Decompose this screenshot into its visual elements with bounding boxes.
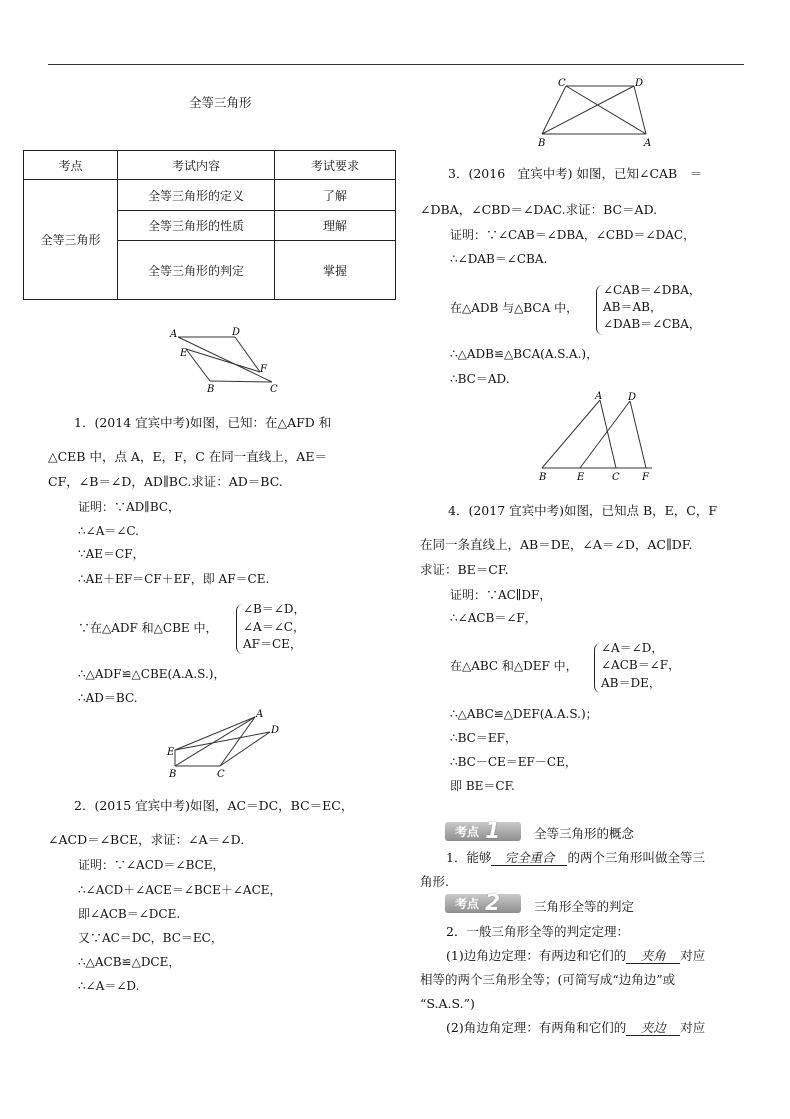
requirements-table <box>23 150 396 300</box>
brace-line: ∠A＝∠D， <box>601 641 664 655</box>
table-cell: 全等三角形的定义 <box>118 180 275 211</box>
proof-4-line: 在△ABC 和△DEF 中， <box>450 659 578 673</box>
proof-2-line: 即∠ACB＝∠DCE. <box>78 907 181 921</box>
table-header-cell: 考试内容 <box>118 151 275 180</box>
fill-blank: 夹边 <box>626 1022 680 1036</box>
problem-3-line: ∠DBA，∠CBD＝∠DAC.求证：BC＝AD. <box>420 202 658 217</box>
key-point-line <box>446 852 705 866</box>
proof-1-line: ∵在△ADF 和△CBE 中， <box>78 621 218 635</box>
label-e: E <box>577 472 585 483</box>
text: 的两个三角形叫做全等三 <box>567 850 705 865</box>
label-b: B <box>169 769 177 780</box>
brace <box>236 604 243 654</box>
table-cell: 了解 <box>275 180 396 211</box>
key-point-line: 相等的两个三角形全等；(可简写成“边角边”或 <box>420 972 676 987</box>
brace-line: ∠B＝∠D， <box>243 602 306 616</box>
proof-1-line: ∴△ADF≌△CBE(A.A.S.)， <box>78 667 226 681</box>
figure-4 <box>532 388 660 484</box>
problem-4-line: 求证：BE＝CF. <box>420 562 509 577</box>
problem-4-line: 4．(2017 宜宾中考)如图，已知点 B，E，C，F <box>448 503 718 518</box>
label-f: F <box>260 364 267 375</box>
header-rule <box>48 64 744 65</box>
key-point-title: 全等三角形的概念 <box>534 826 635 841</box>
label-a: A <box>595 391 603 402</box>
proof-1-line: ∵AE＝CF， <box>78 547 145 561</box>
key-point-title: 三角形全等的判定 <box>534 899 635 914</box>
brace-line: ∠ACB＝∠F， <box>601 658 681 672</box>
proof-4-line: ∴BC－CE＝EF－CE， <box>450 755 577 769</box>
table-cell: 全等三角形的判定 <box>118 241 275 300</box>
brace-line: ∠DAB＝∠CBA， <box>603 317 701 331</box>
label-b: B <box>538 138 546 149</box>
table-header-row <box>24 151 396 180</box>
proof-2-line: 证明：∵∠ACD＝∠BCE， <box>78 858 225 872</box>
text: 对应 <box>680 948 706 963</box>
table-category-cell: 全等三角形 <box>24 180 118 300</box>
proof-4-line: ∴BC＝EF， <box>450 731 517 745</box>
proof-2-line: ∴△ACB≌△DCE， <box>78 955 181 969</box>
key-point-badge <box>445 891 521 916</box>
badge-number: 2 <box>485 891 501 916</box>
label-f: F <box>642 472 649 483</box>
table-header-cell: 考点 <box>24 151 118 180</box>
proof-2-line: ∴∠A＝∠D. <box>78 979 140 993</box>
problem-3-line: 3．(2016 宜宾中考) 如图，已知∠CAB ＝ <box>448 166 703 181</box>
brace-line: AF＝CE， <box>243 637 302 651</box>
proof-4-line: ∴△ABC≌△DEF(A.A.S.)； <box>450 707 598 721</box>
label-d: D <box>232 327 241 338</box>
proof-3-line: ∴∠DAB＝∠CBA. <box>450 252 548 266</box>
label-d: D <box>271 725 280 736</box>
problem-1-line: △CEB 中，点 A，E，F，C 在同一直线上，AE＝ <box>48 449 327 464</box>
label-a: A <box>644 138 652 149</box>
key-point-line: 2．一般三角形全等的判定定理： <box>446 924 629 939</box>
proof-3-line: ∴BC＝AD. <box>450 372 510 386</box>
label-a: A <box>170 329 178 340</box>
proof-2-line: 又∵AC＝DC，BC＝EC， <box>78 931 223 945</box>
badge-label: 考点 <box>455 825 480 839</box>
table-row <box>24 180 396 211</box>
proof-1-line: 证明：∵AD∥BC， <box>78 500 181 514</box>
label-b: B <box>207 384 215 394</box>
proof-1-line: ∴AD＝BC. <box>78 691 138 705</box>
badge-label: 考点 <box>455 897 480 911</box>
text: (1)边角边定理：有两边和它们的 <box>446 948 627 963</box>
fill-blank: 夹角 <box>626 950 680 964</box>
proof-1-line: ∴∠A＝∠C. <box>78 524 139 538</box>
proof-4-line: ∴∠ACB＝∠F， <box>450 611 537 625</box>
problem-2-line: ∠ACD＝∠BCE，求证：∠A＝∠D. <box>48 832 245 847</box>
label-c: C <box>612 472 620 483</box>
label-d: D <box>628 392 637 403</box>
proof-1-line: ∴AE＋EF＝CF＋EF，即 AF＝CE. <box>78 572 270 586</box>
label-b: B <box>539 472 547 483</box>
label-d: D <box>635 78 644 89</box>
key-point-badge <box>445 819 521 844</box>
badge-number: 1 <box>485 819 501 844</box>
brace-line: ∠CAB＝∠DBA， <box>603 283 701 297</box>
problem-1-line: 1．(2014 宜宾中考)如图，已知：在△AFD 和 <box>74 415 332 430</box>
figure-1 <box>160 322 290 394</box>
brace-line: AB＝AB， <box>603 300 662 314</box>
label-c: C <box>217 769 225 780</box>
fill-blank: 完全重合 <box>491 852 567 866</box>
key-point-line: “S.A.S.”) <box>420 996 475 1011</box>
brace-line: AB＝DE， <box>601 676 661 690</box>
proof-3-line: ∴△ADB≌△BCA(A.S.A.)， <box>450 347 599 361</box>
key-point-line <box>446 950 705 964</box>
problem-2-line: 2．(2015 宜宾中考)如图，AC＝DC，BC＝EC， <box>74 798 354 813</box>
brace <box>596 285 603 335</box>
problem-4-line: 在同一条直线上，AB＝DE，∠A＝∠D，AC∥DF. <box>420 537 693 552</box>
label-c: C <box>558 78 566 89</box>
table-header-cell: 考试要求 <box>275 151 396 180</box>
label-c: C <box>270 384 278 394</box>
label-e: E <box>167 747 175 758</box>
table-cell: 全等三角形的性质 <box>118 211 275 241</box>
figure-3 <box>534 76 660 150</box>
figure-2 <box>160 705 290 783</box>
key-point-line <box>446 1022 705 1036</box>
proof-3-line: 证明：∵∠CAB＝∠DBA，∠CBD＝∠DAC， <box>450 228 696 242</box>
text: (2)角边角定理：有两角和它们的 <box>446 1020 627 1035</box>
brace-line: ∠A＝∠C， <box>243 620 305 634</box>
proof-3-line: 在△ADB 与△BCA 中， <box>450 301 579 315</box>
proof-4-line: 即 BE＝CF. <box>450 779 515 793</box>
label-a: A <box>256 709 264 720</box>
proof-2-line: ∴∠ACD＋∠ACE＝∠BCE＋∠ACE， <box>78 883 282 897</box>
proof-4-line: 证明：∵AC∥DF， <box>450 588 552 602</box>
text: 1．能够 <box>446 850 492 865</box>
table-cell: 理解 <box>275 211 396 241</box>
brace <box>594 643 601 693</box>
key-point-line: 角形. <box>420 874 449 889</box>
text: 对应 <box>680 1020 706 1035</box>
page-title: 全等三角形 <box>189 95 252 110</box>
problem-1-line: CF，∠B＝∠D，AD∥BC.求证：AD＝BC. <box>48 474 283 489</box>
label-e: E <box>180 348 188 359</box>
table-cell: 掌握 <box>275 241 396 300</box>
